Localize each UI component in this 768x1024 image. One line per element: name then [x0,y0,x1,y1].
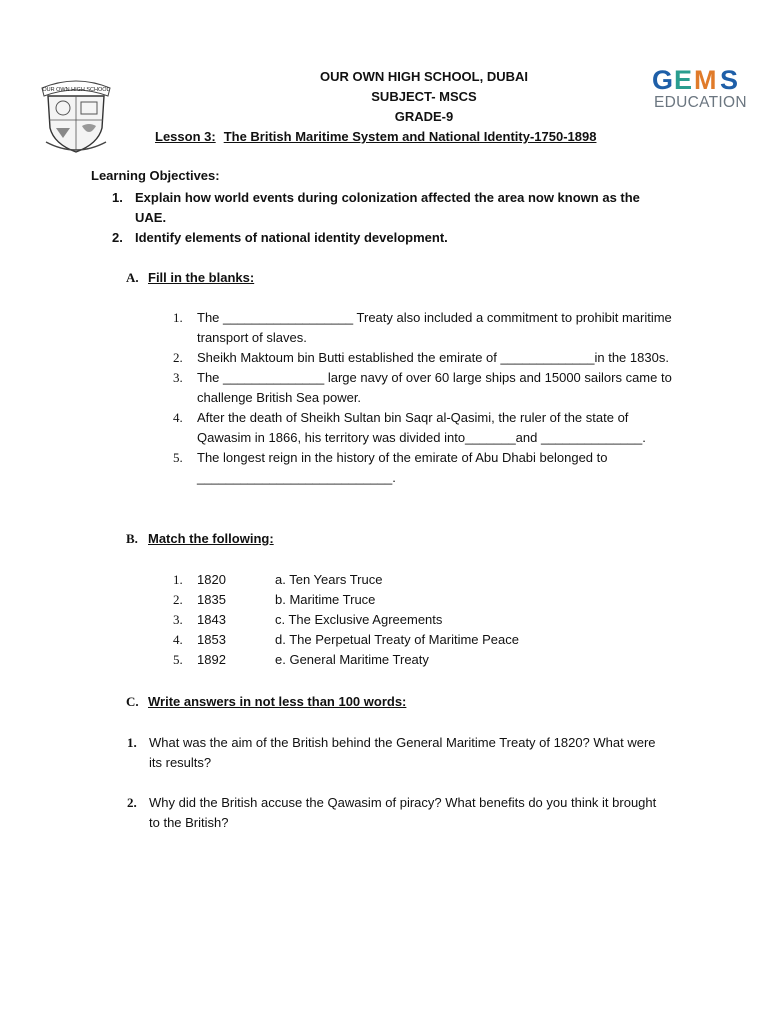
section-title: Write answers in not less than 100 words: [148,694,407,709]
item-text: The ______________ large navy of over 60 large ships and 15000 sailors came to challenge British Sea power. [197,370,672,405]
question-row [127,733,667,773]
objective-text: Explain how world events during colonization affected the area now known as the UAE. [135,190,640,225]
question-text: Why did the British accuse the Qawasim of piracy? What benefits do you think it brought to the British? [149,795,657,830]
objectives-list [112,188,672,248]
section-letter: B. [126,531,138,546]
school-name: OUR OWN HIGH SCHOOL, DUBAI [320,69,528,84]
svg-text:G: G [652,66,675,92]
section-c-heading [126,694,406,710]
objective-item [112,188,672,228]
lesson-label: Lesson 3: [155,129,216,144]
match-row [173,610,653,630]
question-text: What was the aim of the British behind the General Maritime Treaty of 1820? What were its results? [149,735,656,770]
subject-line: SUBJECT- MSCS [371,89,477,104]
objective-text: Identify elements of national identity development. [135,230,448,245]
fill-blanks-list [173,308,683,488]
match-option: e. General Maritime Treaty [275,652,429,667]
match-list [173,570,653,670]
item-number: 1. [173,310,183,325]
match-row [173,630,653,650]
list-item [173,308,683,348]
question-item [127,733,667,773]
section-letter: A. [126,270,139,285]
item-number: 3. [173,370,183,385]
match-option: d. The Perpetual Treaty of Maritime Peace [275,632,519,647]
question-number: 2. [127,795,137,810]
list-item [173,448,683,488]
match-year: 1820 [197,572,226,587]
svg-text:OUR OWN HIGH SCHOOL: OUR OWN HIGH SCHOOL [42,87,110,93]
item-text: The longest reign in the history of the emirate of Abu Dhabi belonged to ___________________________. [197,450,608,485]
match-year: 1892 [197,652,226,667]
svg-text:S: S [720,66,739,92]
match-row [173,590,653,610]
section-letter: C. [126,694,139,709]
section-title: Match the following: [148,531,274,546]
item-text: Sheikh Maktoum bin Butti established the emirate of _____________in the 1830s. [197,350,669,365]
match-year: 1843 [197,612,226,627]
match-option: a. Ten Years Truce [275,572,383,587]
match-row [173,650,653,670]
item-number: 2. [173,350,183,365]
section-b-heading [126,531,274,547]
section-title: Fill in the blanks: [148,270,255,285]
lesson-title: The British Maritime System and National Identity-1750-1898 [223,129,597,144]
item-number: 2. [173,592,183,607]
objective-item [112,228,672,248]
objective-number: 1. [112,190,123,205]
match-year: 1835 [197,592,226,607]
item-number: 4. [173,410,183,425]
objectives-title: Learning Objectives: [91,168,220,183]
section-a-heading [126,270,254,286]
grade-line: GRADE-9 [394,109,454,124]
list-item [173,368,683,408]
list-item [173,348,683,368]
match-year: 1853 [197,632,226,647]
match-option: c. The Exclusive Agreements [275,612,443,627]
item-number: 5. [173,652,183,667]
question-row [127,793,667,833]
lesson-heading [155,129,596,144]
item-number: 1. [173,572,183,587]
objective-number: 2. [112,230,123,245]
match-row [173,570,653,590]
item-number: 5. [173,450,183,465]
gems-subtitle: EDUCATION [654,94,747,111]
question-item [127,793,667,833]
item-text: The __________________ Treaty also included a commitment to prohibit maritime transport of slaves. [197,310,672,345]
item-number: 4. [173,632,183,647]
list-item [173,408,683,448]
match-option: b. Maritime Truce [275,592,376,607]
svg-text:E: E [674,66,693,92]
item-text: After the death of Sheikh Sultan bin Saqr al-Qasimi, the ruler of the state of Qawasim in 1866, his territory was divided into_______and ______________. [197,410,646,445]
item-number: 3. [173,612,183,627]
question-number: 1. [127,735,137,750]
svg-text:M: M [694,66,717,92]
